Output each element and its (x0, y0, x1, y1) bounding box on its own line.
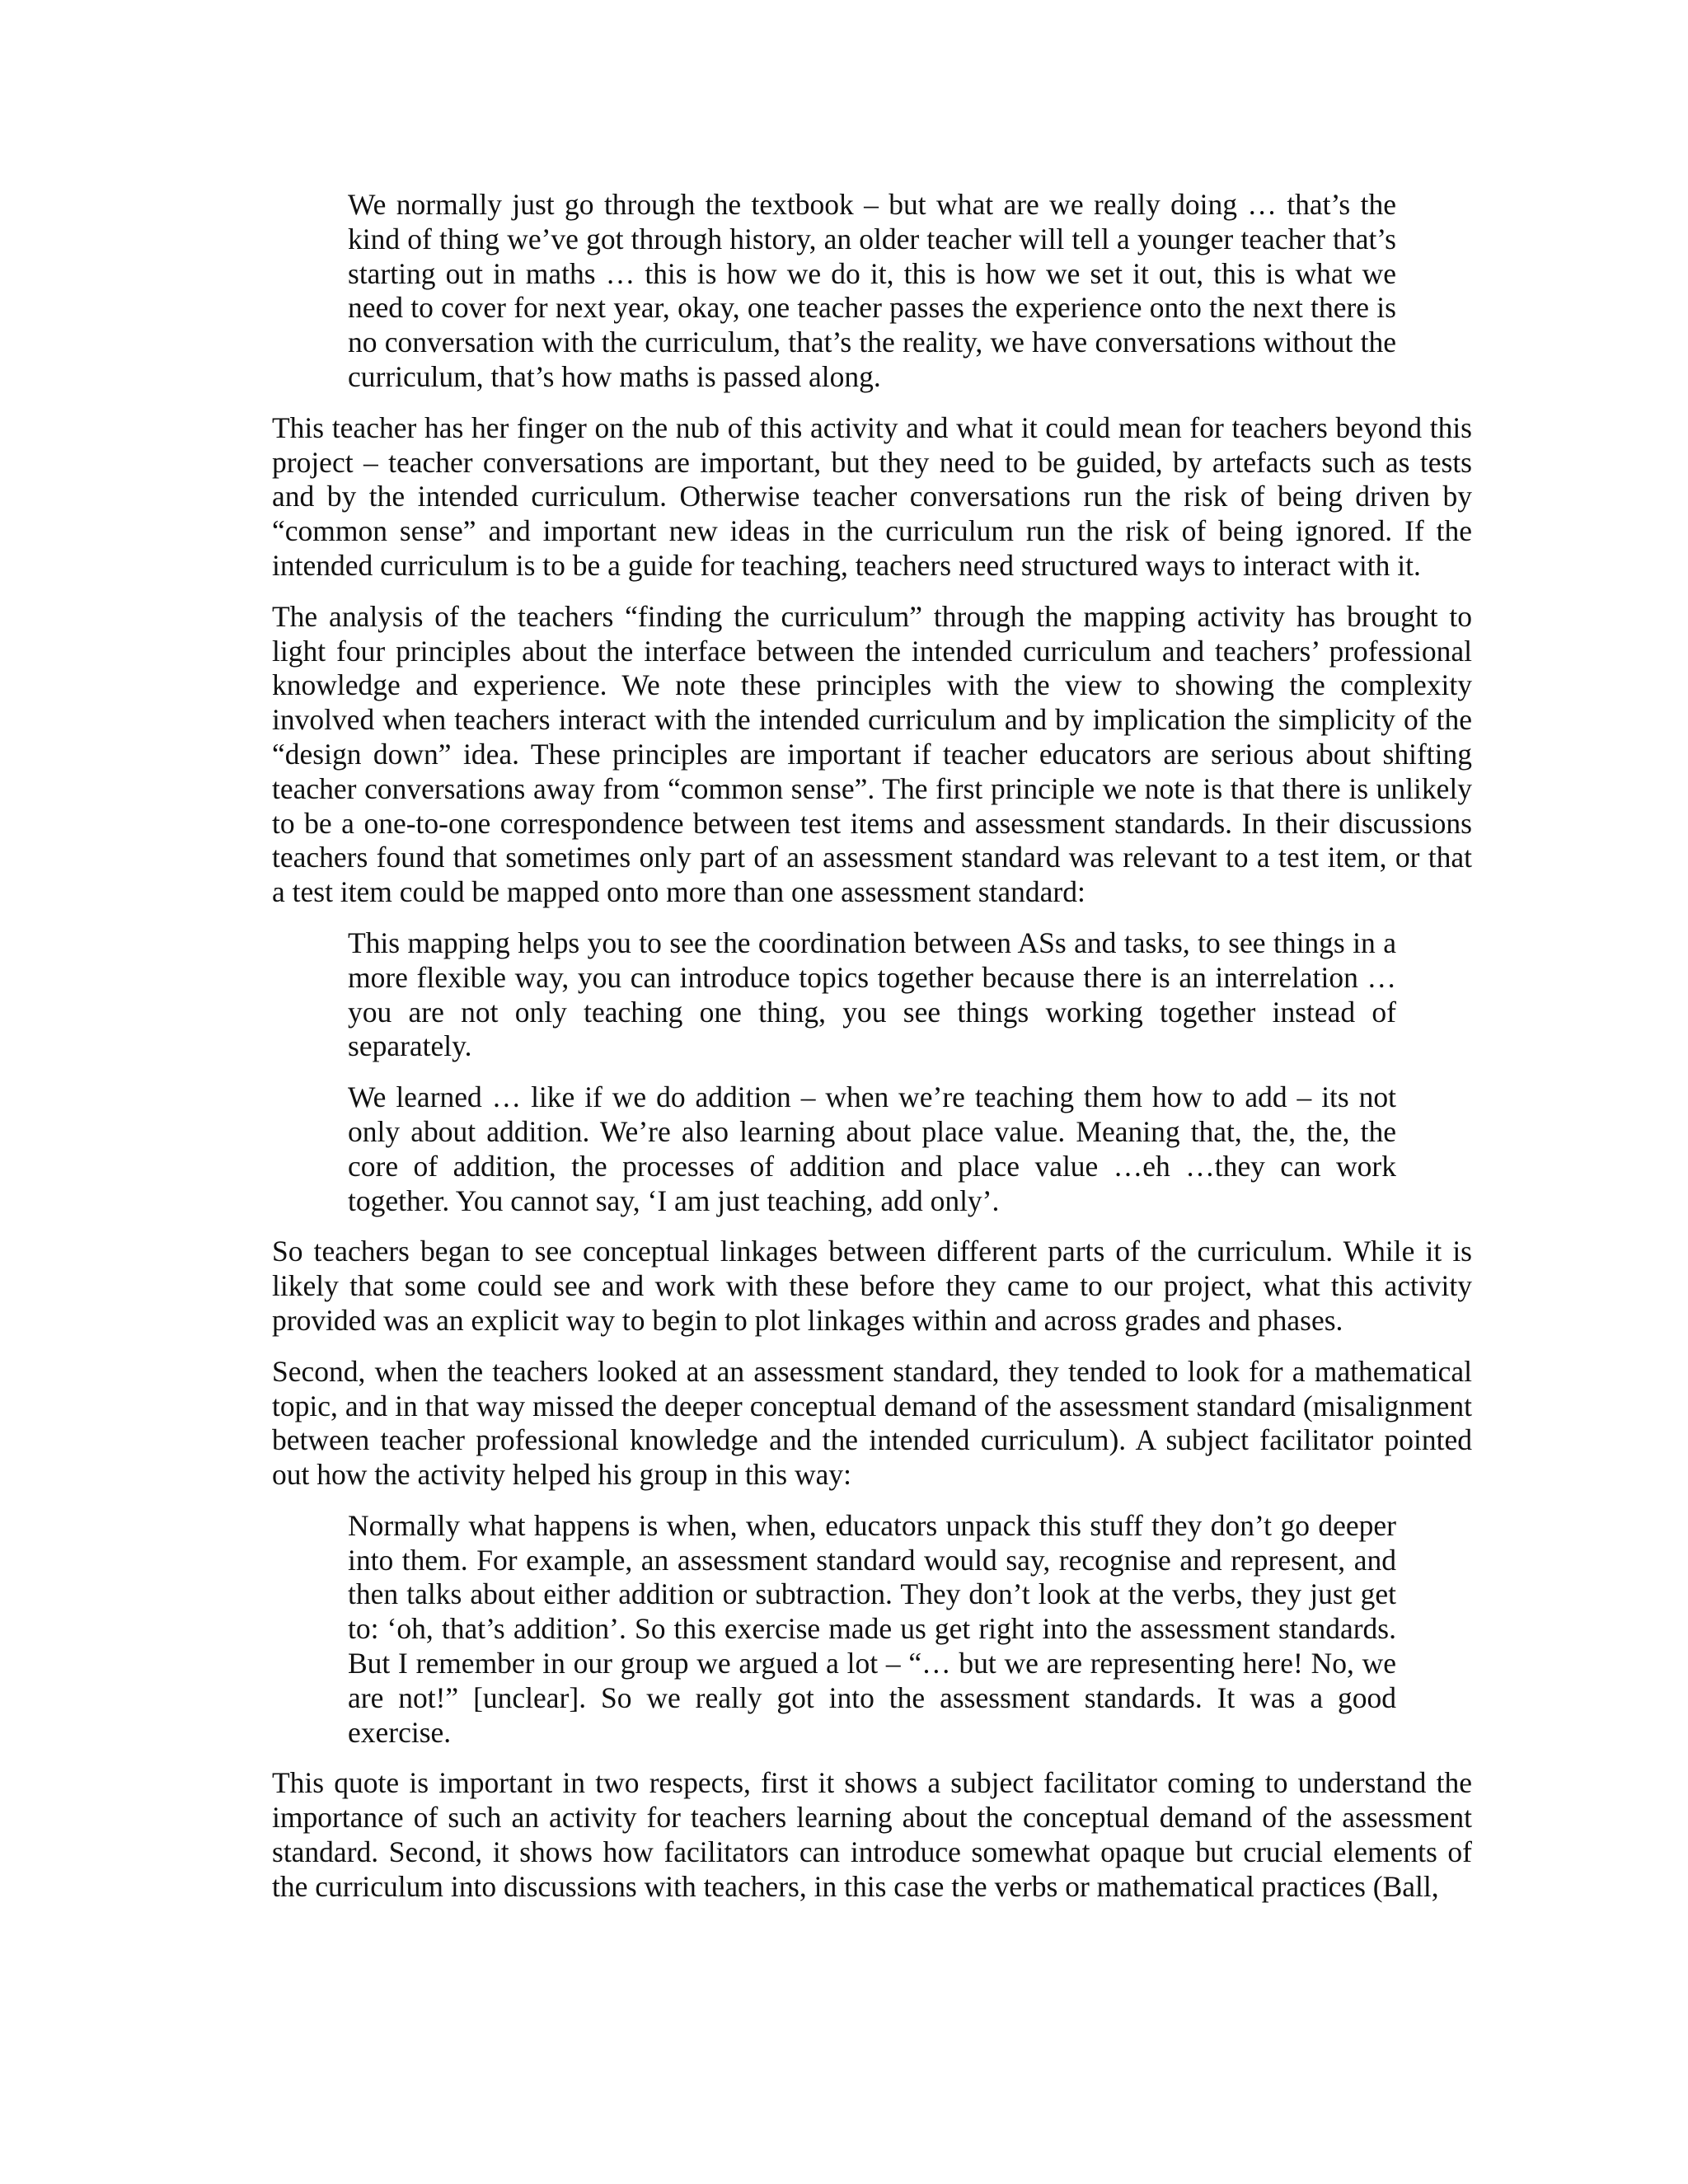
block-quote: This mapping helps you to see the coordination between ASs and tasks, to see things in a more flexible way, you can introduce topics together because there is an interrelation … you are not only teaching one thing, you see things working together instead of separately. (348, 926, 1396, 1063)
body-text (272, 188, 1472, 1921)
paragraph: This teacher has her finger on the nub of this activity and what it could mean for teachers beyond this project – teacher conversations are important, but they need to be guided, by artefacts such as tests and by the intended curriculum. Otherwise teacher conversations run the risk of being driven by “common sense” and important new ideas in the curriculum run the risk of being ignored. If the intended curriculum is to be a guide for teaching, teachers need structured ways to interact with it. (272, 410, 1472, 582)
paragraph: So teachers began to see conceptual linkages between different parts of the curriculum. While it is likely that some could see and work with these before they came to our project, what this activity provided was an explicit way to begin to plot linkages within and across grades and phases. (272, 1235, 1472, 1337)
block-quote: We normally just go through the textbook – but what are we really doing … that’s the kind of thing we’ve got through history, an older teacher will tell a younger teacher that’s starting out in maths … this is how we do it, this is how we set it out, this is what we need to cover for next year, okay, one teacher passes the experience onto the next there is no conversation with the curriculum, that’s the reality, we have conversations without the curriculum, that’s how maths is passed along. (348, 188, 1396, 393)
block-quote: We learned … like if we do addition – when we’re teaching them how to add – its not only about addition. We’re also learning about place value. Meaning that, the, the, the core of addition, the processes of addition and place value …eh …they can work together. You cannot say, ‘I am just teaching, add only’. (348, 1080, 1396, 1217)
paragraph: Second, when the teachers looked at an assessment standard, they tended to look for a mathematical topic, and in that way missed the deeper conceptual demand of the assessment standard (misalignment between teacher professional knowledge and the intended curriculum). A subject facilitator pointed out how the activity helped his group in this way: (272, 1354, 1472, 1492)
paragraph: The analysis of the teachers “finding the curriculum” through the mapping activity has brought to light four principles about the interface between the intended curriculum and teachers’ professional knowledge and experience. We note these principles with the view to showing the complexity involved when teachers interact with the intended curriculum and by implication the simplicity of the “design down” idea. These principles are important if teacher educators are serious about shifting teacher conversations away from “common sense”. The first principle we note is that there is unlikely to be a one-to-one correspondence between test items and assessment standards. In their discussions teachers found that sometimes only part of an assessment standard was relevant to a test item, or that a test item could be mapped onto more than one assessment standard: (272, 599, 1472, 909)
block-quote: Normally what happens is when, when, educators unpack this stuff they don’t go deeper into them. For example, an assessment standard would say, recognise and represent, and then talks about either addition or subtraction. They don’t look at the verbs, they just get to: ‘oh, that’s addition’. So this exercise made us get right into the assessment standards. But I remember in our group we argued a lot – “… but we are representing here! No, we are not!” [unclear]. So we really got into the assessment standards. It was a good exercise. (348, 1508, 1396, 1749)
paragraph: This quote is important in two respects, first it shows a subject facilitator coming to understand the importance of such an activity for teachers learning about the conceptual demand of the assessment standard. Second, it shows how facilitators can introduce somewhat opaque but crucial elements of the curriculum into discussions with teachers, in this case the verbs or mathematical practices (Ball, (272, 1766, 1472, 1903)
